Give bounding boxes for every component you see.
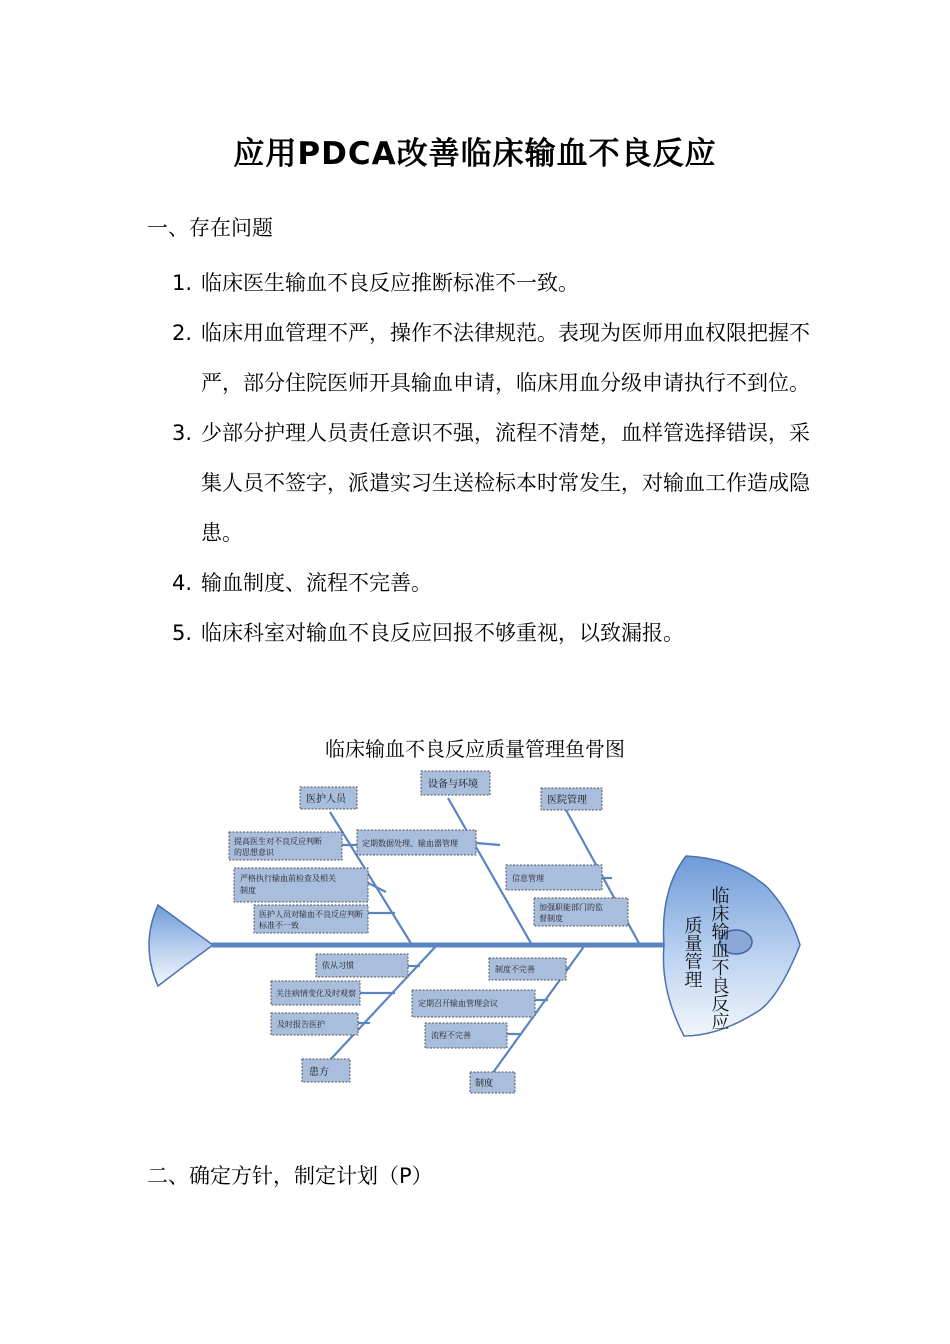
item-text: 临床医生输血不良反应推断标准不一致。 <box>201 271 579 295</box>
head-text-main: 临床输血不良反应 <box>708 886 730 1030</box>
cause-text: 定期召开输血管理会议 <box>418 999 498 1008</box>
cause-text: 的思想意识 <box>234 848 274 857</box>
head-text-sub: 质量管理 <box>681 916 703 988</box>
cause-text: 督制度 <box>539 914 563 923</box>
category-label-staff: 医护人员 <box>306 794 346 805</box>
document-title: 应用PDCA改善临床输血不良反应 <box>233 136 717 172</box>
cause-text: 标准不一致 <box>259 921 299 930</box>
item-number: 2. <box>172 321 193 345</box>
category-label-equipment: 设备与环境 <box>428 779 478 790</box>
cause-text: 制度不完善 <box>495 965 535 974</box>
item-text: 少部分护理人员责任意识不强，流程不清楚，血样管选择错误，采集人员不签字，派遣实习生送检标本时常发生，对输血工作造成隐患。 <box>201 421 810 545</box>
fishbone-title: 临床输血不良反应质量管理鱼骨图 <box>325 737 625 761</box>
cause-text: 制度 <box>240 886 256 895</box>
cause-text: 依从习惯 <box>322 961 354 970</box>
category-label-patient: 患方 <box>309 1067 329 1078</box>
cause-text: 定期数据处理、输血器管理 <box>362 839 458 848</box>
item-number: 3. <box>172 421 193 445</box>
cause-text: 加强职能部门的监 <box>539 903 603 912</box>
item-text: 临床科室对输血不良反应回报不够重视，以致漏报。 <box>201 621 684 645</box>
category-label-hospital: 医院管理 <box>547 795 587 806</box>
item-text: 输血制度、流程不完善。 <box>201 571 432 595</box>
cause-text: 关注病情变化及时观察 <box>276 989 356 998</box>
item-number: 4. <box>172 571 193 595</box>
cause-text: 流程不完善 <box>431 1031 471 1040</box>
item-text: 临床用血管理不严，操作不法律规范。表现为医师用血权限把握不严，部分住院医师开具输血申请，临床用血分级申请执行不到位。 <box>201 321 810 395</box>
section-heading-plan: 二、确定方针，制定计划（P） <box>147 1164 433 1188</box>
cause-text: 及时报告医护 <box>277 1020 325 1029</box>
cause-text: 严格执行输血前检查及相关 <box>240 874 336 883</box>
item-number: 5. <box>172 621 193 645</box>
item-number: 1. <box>172 271 193 295</box>
cause-text: 医护人员对输血不良反应判断 <box>259 910 363 919</box>
rib <box>368 883 386 892</box>
rib <box>476 843 500 845</box>
cause-text: 提高医生对不良反应判断 <box>234 837 322 846</box>
fish-tail-shape <box>149 905 213 986</box>
category-label-system: 制度 <box>475 1079 494 1089</box>
cause-text: 信息管理 <box>512 874 544 883</box>
section-heading-problems: 一、存在问题 <box>147 216 273 240</box>
